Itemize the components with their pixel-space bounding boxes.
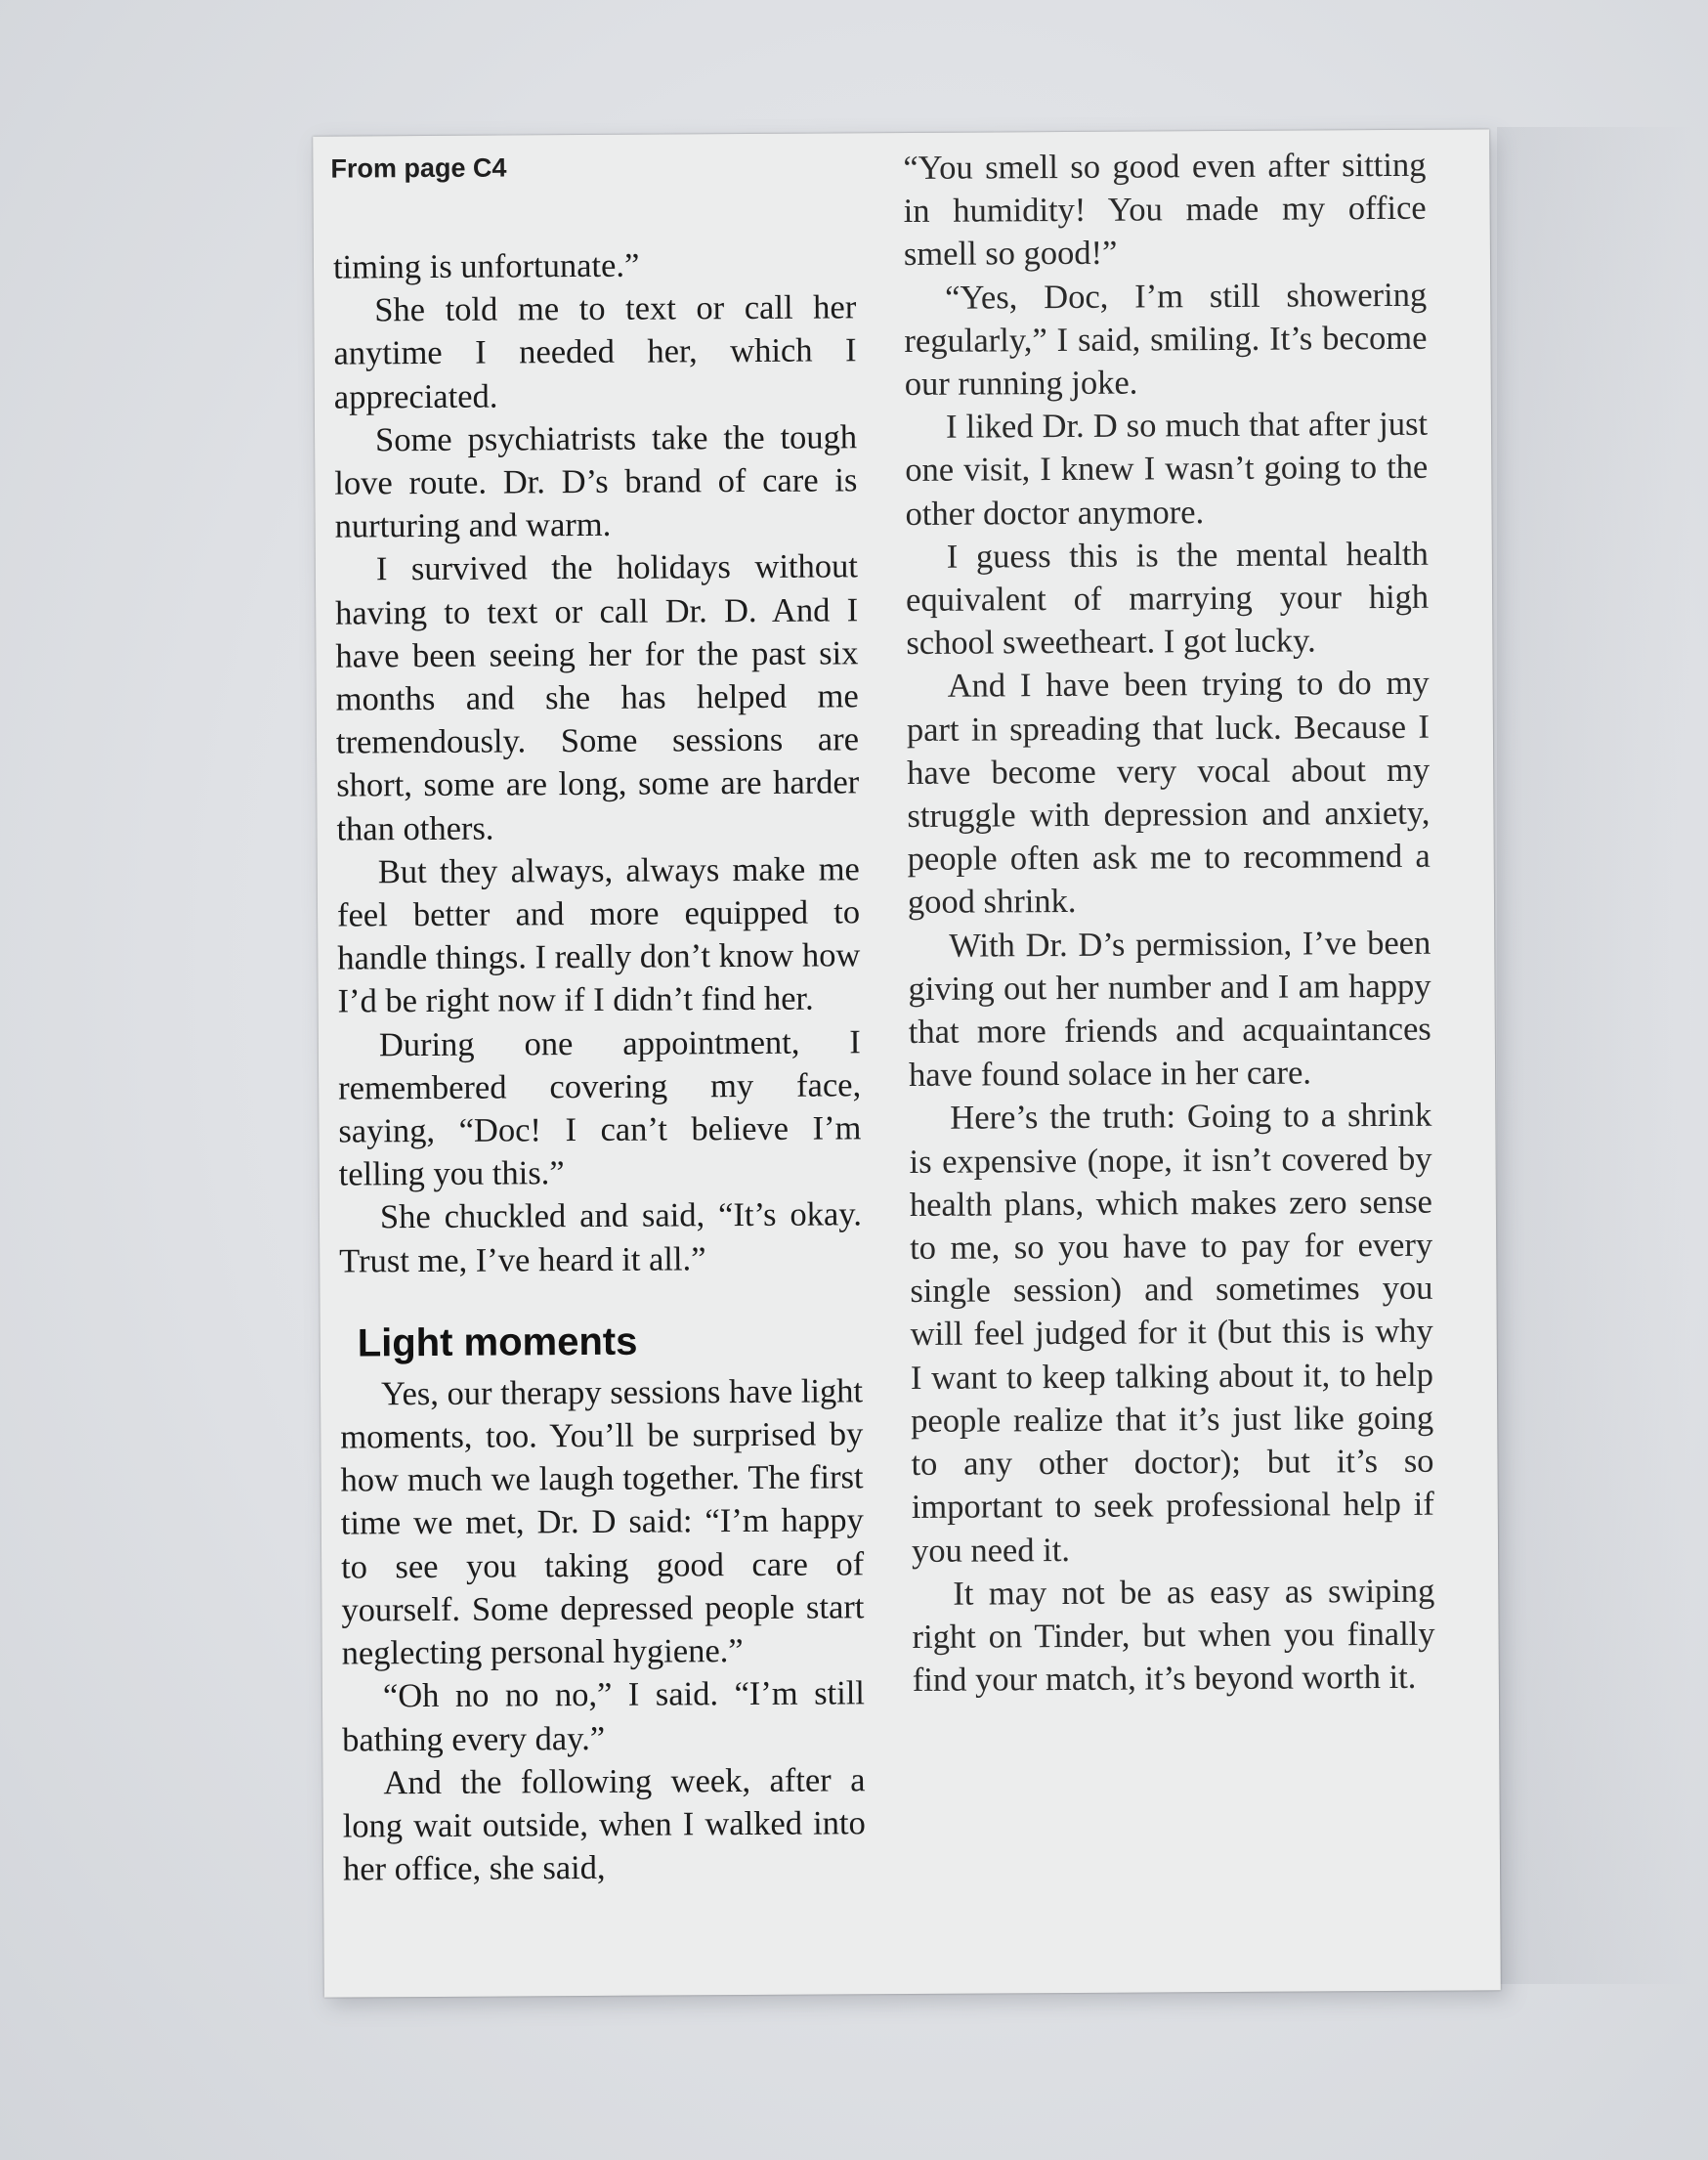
paragraph: It may not be as easy as swiping right on Tinder, but when you finally find your match, it’s beyond worth it. <box>912 1572 1435 1700</box>
paragraph: Some psychiatrists take the tough love route. Dr. D’s brand of care is nurturing and warm. <box>334 418 858 545</box>
paragraph: “Yes, Doc, I’m still showering regularly,” I said, smiling. It’s become our running joke. <box>904 276 1428 404</box>
paragraph: Yes, our therapy sessions have light moments, too. You’ll be surprised by how much we laugh together. The first time we met, Dr. D said: “I’m happy to see you taking good care of yourself. Some depressed people start neglecting personal hygiene.” <box>340 1372 865 1672</box>
paragraph: I survived the holidays without having to text or call Dr. D. And I have been seeing her for the past six months and she has helped me tremendously. Some sessions are short, some are long, some are harder than others. <box>335 547 860 848</box>
paragraph: And the following week, after a long wait outside, when I walked into her office, she said, <box>342 1760 866 1888</box>
continuation-kicker: From page C4 <box>330 152 507 184</box>
paragraph: timing is unfortunate.” <box>332 246 640 286</box>
paragraph: “You smell so good even after sitting in humidity! You made my office smell so good!” <box>903 146 1427 274</box>
section-subhead: Light moments <box>357 1319 638 1365</box>
right-column <box>903 144 1435 1703</box>
paragraph: I liked Dr. D so much that after just one visit, I knew I wasn’t going to the other doctor anymore. <box>905 405 1429 533</box>
paragraph: And I have been trying to do my part in spreading that luck. Because I have become very vocal about my struggle with depression and anxiety, people often ask me to recommend a good shrink. <box>906 665 1430 922</box>
paragraph: Here’s the truth: Going to a shrink is expensive (nope, it isn’t covered by health plans, which makes zero sense to me, so you have to pay for every single session) and sometimes you will feel judged for it (but this is why I want to keep talking about it, to help people realize that it’s just like going to any other doctor); but it’s so important to seek professional help if you need it. <box>909 1097 1434 1570</box>
paragraph: She chuckled and said, “It’s okay. Trust me, I’ve heard it all.” <box>339 1195 863 1280</box>
paragraph: With Dr. D’s permission, I’ve been giving out her number and I am happy that more friends and acquaintances have found solace in her care. <box>908 924 1431 1095</box>
paragraph: “Oh no no no,” I said. “I’m still bathing every day.” <box>342 1674 866 1759</box>
paragraph: During one appointment, I remembered covering my face, saying, “Doc! I can’t believe I’m telling you this.” <box>338 1022 862 1193</box>
newspaper-clipping <box>313 129 1501 1997</box>
paragraph: But they always, always make me feel better and more equipped to handle things. I really don’t know how I’d be right now if I didn’t find her. <box>336 850 861 1021</box>
left-column <box>333 242 866 1891</box>
background-shadow <box>1497 127 1692 1984</box>
paragraph: I guess this is the mental health equivalent of marrying your high school sweetheart. I got lucky. <box>905 535 1430 663</box>
paragraph: She told me to text or call her anytime I needed her, which I appreciated. <box>333 288 857 416</box>
